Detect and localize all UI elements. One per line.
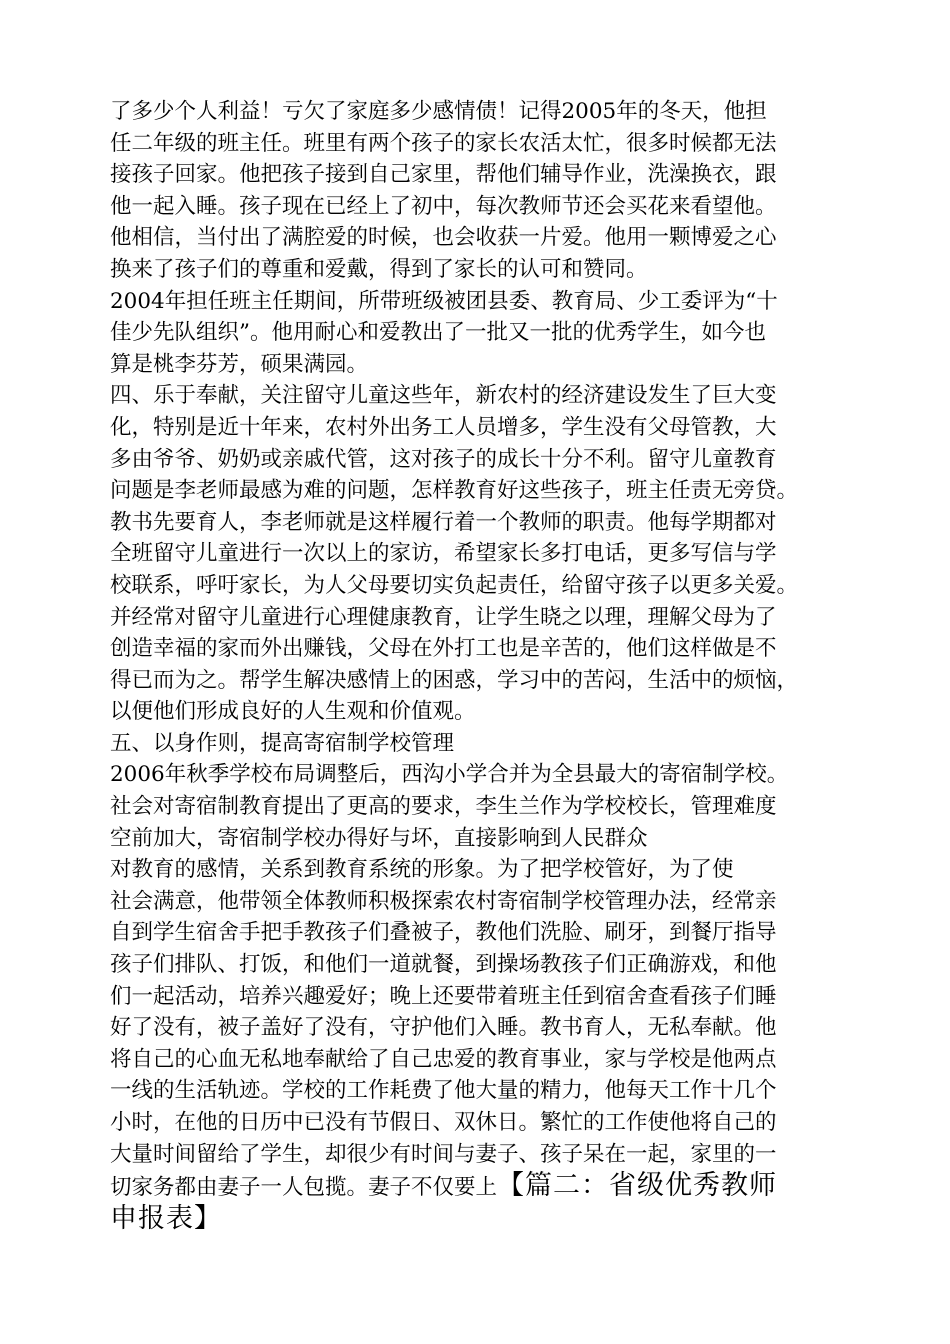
text-line: 他相信，当付出了满腔爱的时候，也会收获一片爱。他用一颗博爱之心 <box>110 225 777 251</box>
text-line: 对教育的感情，关系到教育系统的形象。为了把学校管好，为了使 <box>110 857 734 883</box>
text-line: 得已而为之。帮学生解决感情上的困惑，学习中的苦闷，生活中的烦恼， <box>110 667 799 693</box>
text-line: 佳少先队组织”。他用耐心和爱教出了一批又一批的优秀学生，如今也 <box>110 320 766 346</box>
text-line: 问题是李老师最感为难的问题，怎样教育好这些孩子，班主任责无旁贷。 <box>110 478 799 504</box>
text-line: 一线的生活轨迹。学校的工作耗费了他大量的精力，他每天工作十几个 <box>110 1078 777 1104</box>
text-line: 小时，在他的日历中已没有节假日、双休日。繁忙的工作使他将自己的 <box>110 1110 777 1135</box>
text-line: 将自己的心血无私地奉献给了自己忠爱的教育事业，家与学校是他两点 <box>110 1046 777 1072</box>
text-line: 2006年秋季学校布局调整后，西沟小学合并为全县最大的寄宿制学校。 <box>110 762 789 788</box>
text-line: 任二年级的班主任。班里有两个孩子的家长农活太忙，很多时候都无法 <box>110 130 777 156</box>
text-line: 接孩子回家。他把孩子接到自己家里，帮他们辅导作业，洗澡换衣，跟 <box>110 162 777 188</box>
text-line: 化，特别是近十年来，农村外出务工人员增多，学生没有父母管教，大 <box>110 414 777 440</box>
text-line: 了多少个人利益！亏欠了家庭多少感情债！记得2005年的冬天，他担 <box>110 99 767 124</box>
body-text <box>110 96 870 1236</box>
text-line: 社会对寄宿制教育提出了更高的要求，李生兰作为学校校长，管理难度 <box>110 794 777 820</box>
text-line: 自到学生宿舍手把手教孩子们叠被子，教他们洗脸、刷牙，到餐厅指导 <box>110 920 777 946</box>
text-line: 并经常对留守儿童进行心理健康教育，让学生晓之以理，理解父母为了 <box>110 604 777 630</box>
text-line: 教书先要育人，李老师就是这样履行着一个教师的职责。他每学期都对 <box>110 509 777 535</box>
document-heading-continuation: 申报表】 <box>110 1202 222 1234</box>
text-line: 以便他们形成良好的人生观和价值观。 <box>110 699 476 725</box>
text-line: 他一起入睡。孩子现在已经上了初中，每次教师节还会买花来看望他。 <box>110 193 777 219</box>
text-line: 多由爷爷、奶奶或亲戚代管，这对孩子的成长十分不利。留守儿童教育 <box>110 446 777 472</box>
text-line: 社会满意，他带领全体教师积极探索农村寄宿制学校管理办法，经常亲 <box>110 888 777 914</box>
text-line: 好了没有，被子盖好了没有，守护他们入睡。教书育人，无私奉献。他 <box>110 1015 777 1041</box>
text-line: 创造幸福的家而外出赚钱，父母在外打工也是辛苦的，他们这样做是不 <box>110 636 777 662</box>
section-heading: 五、以身作则，提高寄宿制学校管理 <box>110 730 455 756</box>
text-line: 算是桃李芬芳，硕果满园。 <box>110 351 369 377</box>
last-line-text: 切家务都由妻子一人包揽。妻子不仅要上 <box>110 1175 498 1201</box>
text-line: 四、乐于奉献，关注留守儿童这些年，新农村的经济建设发生了巨大变 <box>110 383 777 409</box>
text-line: 空前加大，寄宿制学校办得好与坏，直接影响到人民群众 <box>110 825 648 851</box>
text-line: 们一起活动，培养兴趣爱好；晚上还要带着班主任到宿舍查看孩子们睡 <box>110 983 777 1009</box>
text-line: 换来了孩子们的尊重和爱戴，得到了家长的认可和赞同。 <box>110 256 648 282</box>
document-heading: 【篇二：省级优秀教师 <box>497 1170 778 1202</box>
text-line: 孩子们排队、打饭，和他们一道就餐，到操场教孩子们正确游戏，和他 <box>110 952 777 978</box>
text-line: 2004年担任班主任期间，所带班级被团县委、教育局、少工委评为“十 <box>110 288 778 314</box>
text-line: 大量时间留给了学生，却很少有时间与妻子、孩子呆在一起，家里的一 <box>110 1141 777 1167</box>
text-line: 全班留守儿童进行一次以上的家访，希望家长多打电话，更多写信与学 <box>110 541 777 567</box>
text-line-with-heading <box>110 1170 870 1202</box>
text-line: 校联系，呼吁家长，为人父母要切实负起责任，给留守孩子以更多关爱。 <box>110 572 799 598</box>
